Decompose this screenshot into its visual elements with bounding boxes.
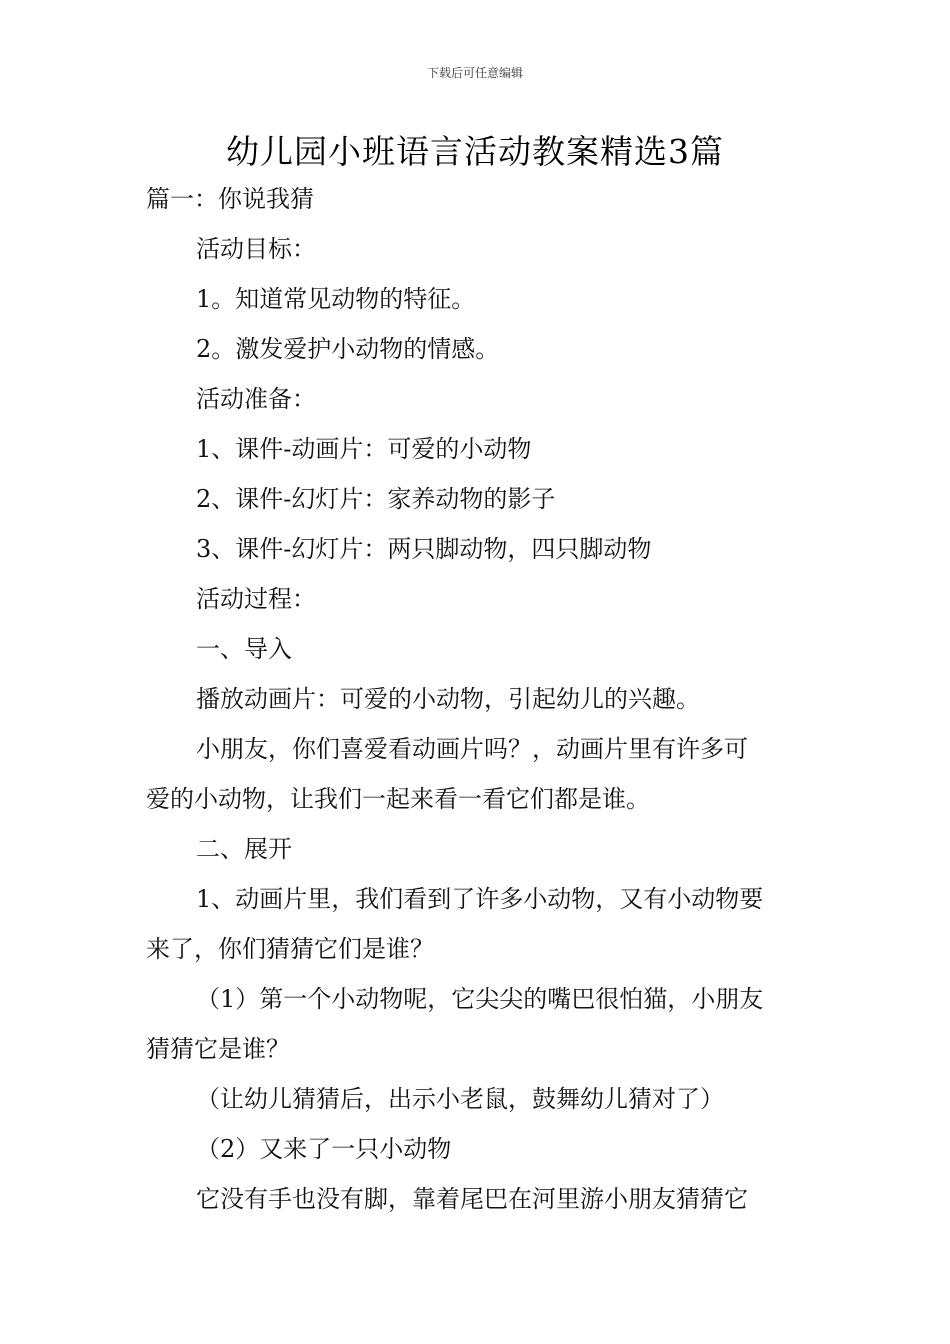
paragraph-line: 活动目标： [196, 235, 316, 263]
paragraph-line: 2。激发爱护小动物的情感。 [196, 335, 500, 363]
paragraph-line: 1、课件-动画片：可爱的小动物 [196, 435, 532, 463]
paragraph-line: 1。知道常见动物的特征。 [196, 285, 476, 313]
section-heading: 篇一：你说我猜 [146, 185, 314, 213]
paragraph-line: 3、课件-幻灯片：两只脚动物，四只脚动物 [196, 535, 652, 563]
paragraph-line: 来了，你们猜猜它们是谁？ [146, 935, 434, 963]
paragraph-line: 它没有手也没有脚，靠着尾巴在河里游小朋友猜猜它 [196, 1185, 748, 1213]
paragraph-line: （1）第一个小动物呢，它尖尖的嘴巴很怕猫，小朋友 [196, 985, 764, 1013]
paragraph-line: 爱的小动物，让我们一起来看一看它们都是谁。 [146, 785, 650, 813]
paragraph-line: 一、导入 [196, 635, 292, 663]
paragraph-line: （让幼儿猜猜后，出示小老鼠，鼓舞幼儿猜对了） [196, 1085, 724, 1113]
document-title: 幼儿园小班语言活动教案精选3篇 [226, 132, 724, 171]
header-note: 下载后可任意编辑 [426, 66, 523, 80]
paragraph-line: 活动准备： [196, 385, 316, 413]
paragraph-line: （2）又来了一只小动物 [196, 1135, 452, 1163]
paragraph-line: 活动过程： [196, 585, 316, 613]
paragraph-line: 播放动画片：可爱的小动物，引起幼儿的兴趣。 [196, 685, 700, 713]
paragraph-line: 1、动画片里，我们看到了许多小动物，又有小动物要 [196, 885, 764, 913]
paragraph-line: 2、课件-幻灯片：家养动物的影子 [196, 485, 556, 513]
paragraph-line: 二、展开 [196, 835, 292, 863]
paragraph-line: 猜猜它是谁？ [146, 1035, 290, 1063]
paragraph-line: 小朋友，你们喜爱看动画片吗？，动画片里有许多可 [196, 735, 748, 763]
